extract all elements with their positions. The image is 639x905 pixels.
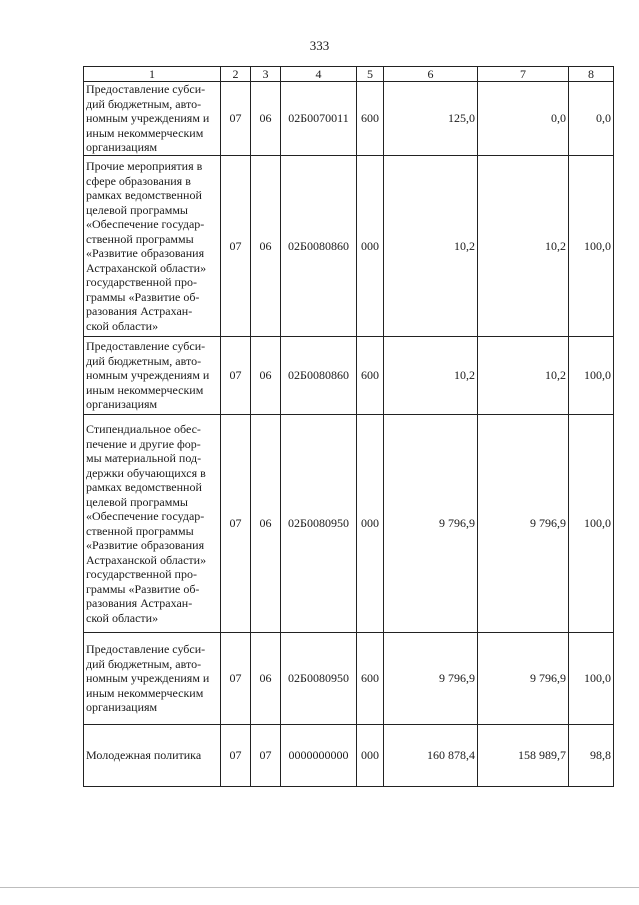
table-row (84, 82, 614, 156)
planned-amount: 160 878,4 (384, 725, 478, 787)
expense-type-code: 000 (357, 725, 384, 787)
actual-amount: 10,2 (478, 156, 569, 337)
item-name: Молодежная политика (84, 725, 221, 787)
budget-table (83, 66, 614, 787)
target-article-code: 02Б0080950 (281, 633, 357, 725)
planned-amount: 125,0 (384, 82, 478, 156)
header-cell: 7 (478, 67, 569, 82)
section-code: 07 (221, 725, 251, 787)
target-article-code: 0000000000 (281, 725, 357, 787)
table-row (84, 415, 614, 633)
expense-type-code: 000 (357, 415, 384, 633)
header-cell: 5 (357, 67, 384, 82)
actual-amount: 0,0 (478, 82, 569, 156)
target-article-code: 02Б0070011 (281, 82, 357, 156)
actual-amount: 9 796,9 (478, 415, 569, 633)
subsection-code: 06 (251, 415, 281, 633)
planned-amount: 9 796,9 (384, 415, 478, 633)
header-cell: 2 (221, 67, 251, 82)
expense-type-code: 600 (357, 337, 384, 415)
actual-amount: 158 989,7 (478, 725, 569, 787)
page-number: 333 (309, 38, 330, 53)
item-name: Предоставление субси- дий бюджетным, авто- номным учреждениям и иным некоммерческим организациям (84, 82, 221, 156)
subsection-code: 06 (251, 633, 281, 725)
planned-amount: 9 796,9 (384, 633, 478, 725)
table-row (84, 337, 614, 415)
section-code: 07 (221, 337, 251, 415)
table-row (84, 156, 614, 337)
execution-percent: 100,0 (569, 415, 614, 633)
header-cell: 1 (84, 67, 221, 82)
section-code: 07 (221, 156, 251, 337)
header-cell: 6 (384, 67, 478, 82)
subsection-code: 06 (251, 156, 281, 337)
actual-amount: 9 796,9 (478, 633, 569, 725)
execution-percent: 100,0 (569, 156, 614, 337)
header-cell: 8 (569, 67, 614, 82)
item-name: Предоставление субси- дий бюджетным, авто- номным учреждениям и иным некоммерческим организациям (84, 633, 221, 725)
item-name: Прочие мероприятия в сфере образования в рамках ведомственной целевой программы «Обеспечение государ- ственной программы «Развитие образования Астраханской области» государственной про- граммы «Развитие об- разования Астрахан- ской области» (84, 156, 221, 337)
table-header-row (84, 67, 614, 82)
section-code: 07 (221, 415, 251, 633)
item-name: Стипендиальное обес- печение и другие фор- мы материальной под- держки обучающихся в рамках ведомственной целевой программы «Обеспечение государ- ственной программы «Развитие образования Астраханской области» государственной про- граммы «Развитие об- разования Астрахан- ской области» (84, 415, 221, 633)
actual-amount: 10,2 (478, 337, 569, 415)
expense-type-code: 000 (357, 156, 384, 337)
subsection-code: 06 (251, 82, 281, 156)
table-row (84, 633, 614, 725)
execution-percent: 0,0 (569, 82, 614, 156)
item-name: Предоставление субси- дий бюджетным, авто- номным учреждениям и иным некоммерческим организациям (84, 337, 221, 415)
target-article-code: 02Б0080950 (281, 415, 357, 633)
execution-percent: 100,0 (569, 337, 614, 415)
planned-amount: 10,2 (384, 337, 478, 415)
expense-type-code: 600 (357, 633, 384, 725)
target-article-code: 02Б0080860 (281, 337, 357, 415)
table-row (84, 725, 614, 787)
section-code: 07 (221, 633, 251, 725)
header-cell: 4 (281, 67, 357, 82)
execution-percent: 98,8 (569, 725, 614, 787)
subsection-code: 07 (251, 725, 281, 787)
header-cell: 3 (251, 67, 281, 82)
scan-bottom-edge (0, 887, 639, 888)
target-article-code: 02Б0080860 (281, 156, 357, 337)
subsection-code: 06 (251, 337, 281, 415)
planned-amount: 10,2 (384, 156, 478, 337)
execution-percent: 100,0 (569, 633, 614, 725)
expense-type-code: 600 (357, 82, 384, 156)
section-code: 07 (221, 82, 251, 156)
